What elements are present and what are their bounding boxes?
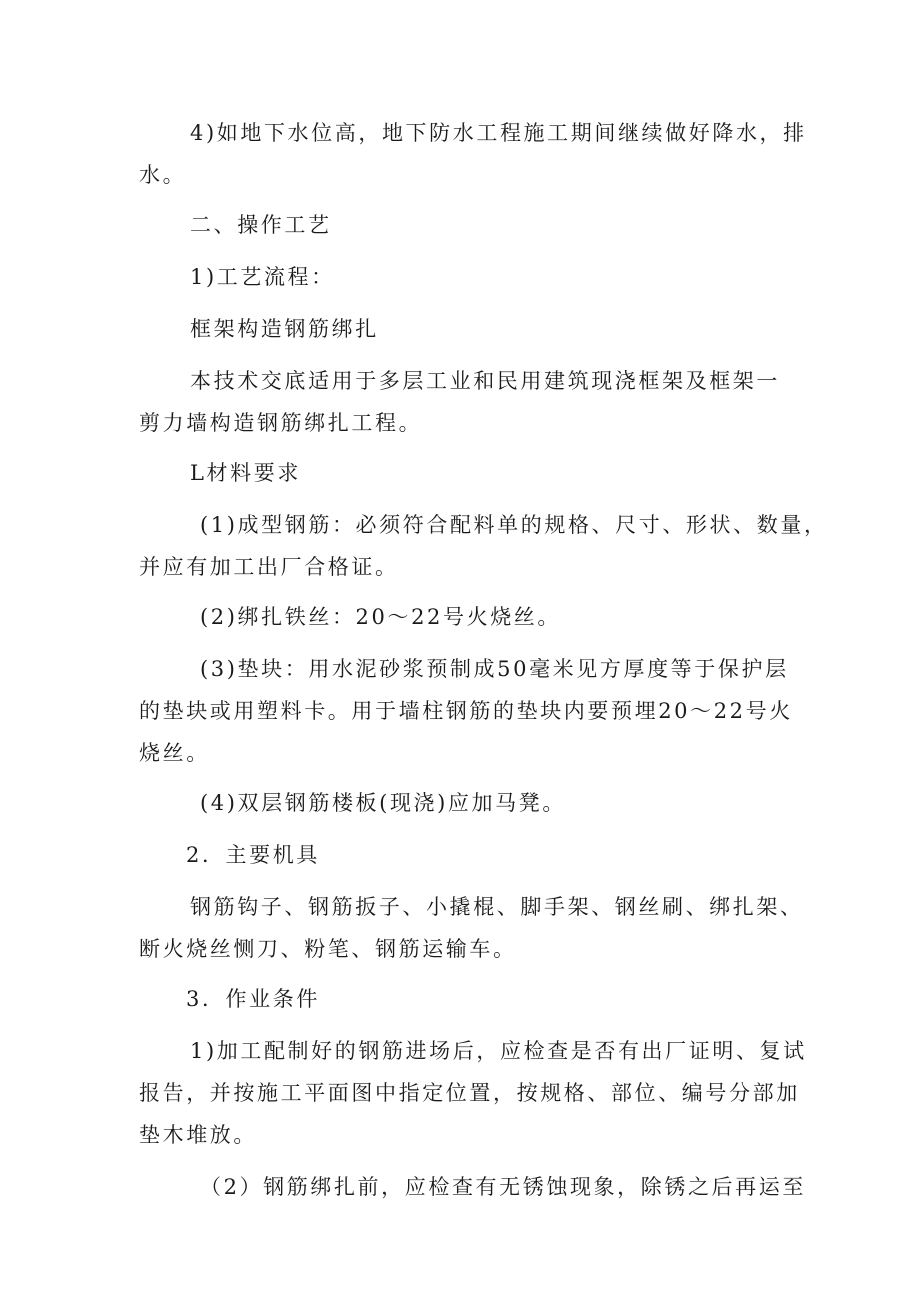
subsection-heading: 2．主要机具 xyxy=(186,843,320,867)
list-item-line: 的垫块或用塑料卡。用于墙柱钢筋的垫块内要预埋20～22号火 xyxy=(139,699,793,723)
subsection-heading: 3．作业条件 xyxy=(186,987,320,1011)
list-item-line: 烧丝。 xyxy=(139,741,210,765)
paragraph-line: 1)加工配制好的钢筋进场后，应检查是否有出厂证明、复试 xyxy=(190,1039,807,1063)
list-item-line: 并应有加工出厂合格证。 xyxy=(139,555,399,579)
paragraph-line: 4)如地下水位高，地下防水工程施工期间继续做好降水，排 xyxy=(190,121,807,145)
paragraph-line: 水。 xyxy=(139,163,187,187)
paragraph-line: 本技术交底适用于多层工业和民用建筑现浇框架及框架一 xyxy=(190,369,780,393)
list-item-line: (4)双层钢筋楼板(现浇)应加马凳。 xyxy=(200,791,566,815)
paragraph-line: 报告，并按施工平面图中指定位置，按规格、部位、编号分部加 xyxy=(139,1081,800,1105)
list-item-line: (1)成型钢筋：必须符合配料单的规格、尺寸、形状、数量， xyxy=(200,513,828,537)
list-item-line: (2)绑扎铁丝：20～22号火烧丝。 xyxy=(200,605,561,629)
paragraph-line: 钢筋钩子、钢筋扳子、小撬棍、脚手架、钢丝刷、绑扎架、 xyxy=(190,895,804,919)
paragraph-line: 断火烧丝恻刀、粉笔、钢筋运输车。 xyxy=(139,937,517,961)
subsection-heading: 框架构造钢筋绑扎 xyxy=(190,317,379,341)
subsection-heading: L材料要求 xyxy=(190,461,301,485)
list-item-line: (3)垫块：用水泥砂浆预制成50毫米见方厚度等于保护层 xyxy=(200,657,789,681)
section-heading: 二、操作工艺 xyxy=(190,213,332,237)
list-item-line: （2）钢筋绑扎前，应检查有无锈蚀现象，除锈之后再运至 xyxy=(200,1175,806,1199)
subsection-heading: 1)工艺流程： xyxy=(190,265,335,289)
paragraph-line: 垫木堆放。 xyxy=(139,1123,257,1147)
paragraph-line: 剪力墙构造钢筋绑扎工程。 xyxy=(139,411,423,435)
